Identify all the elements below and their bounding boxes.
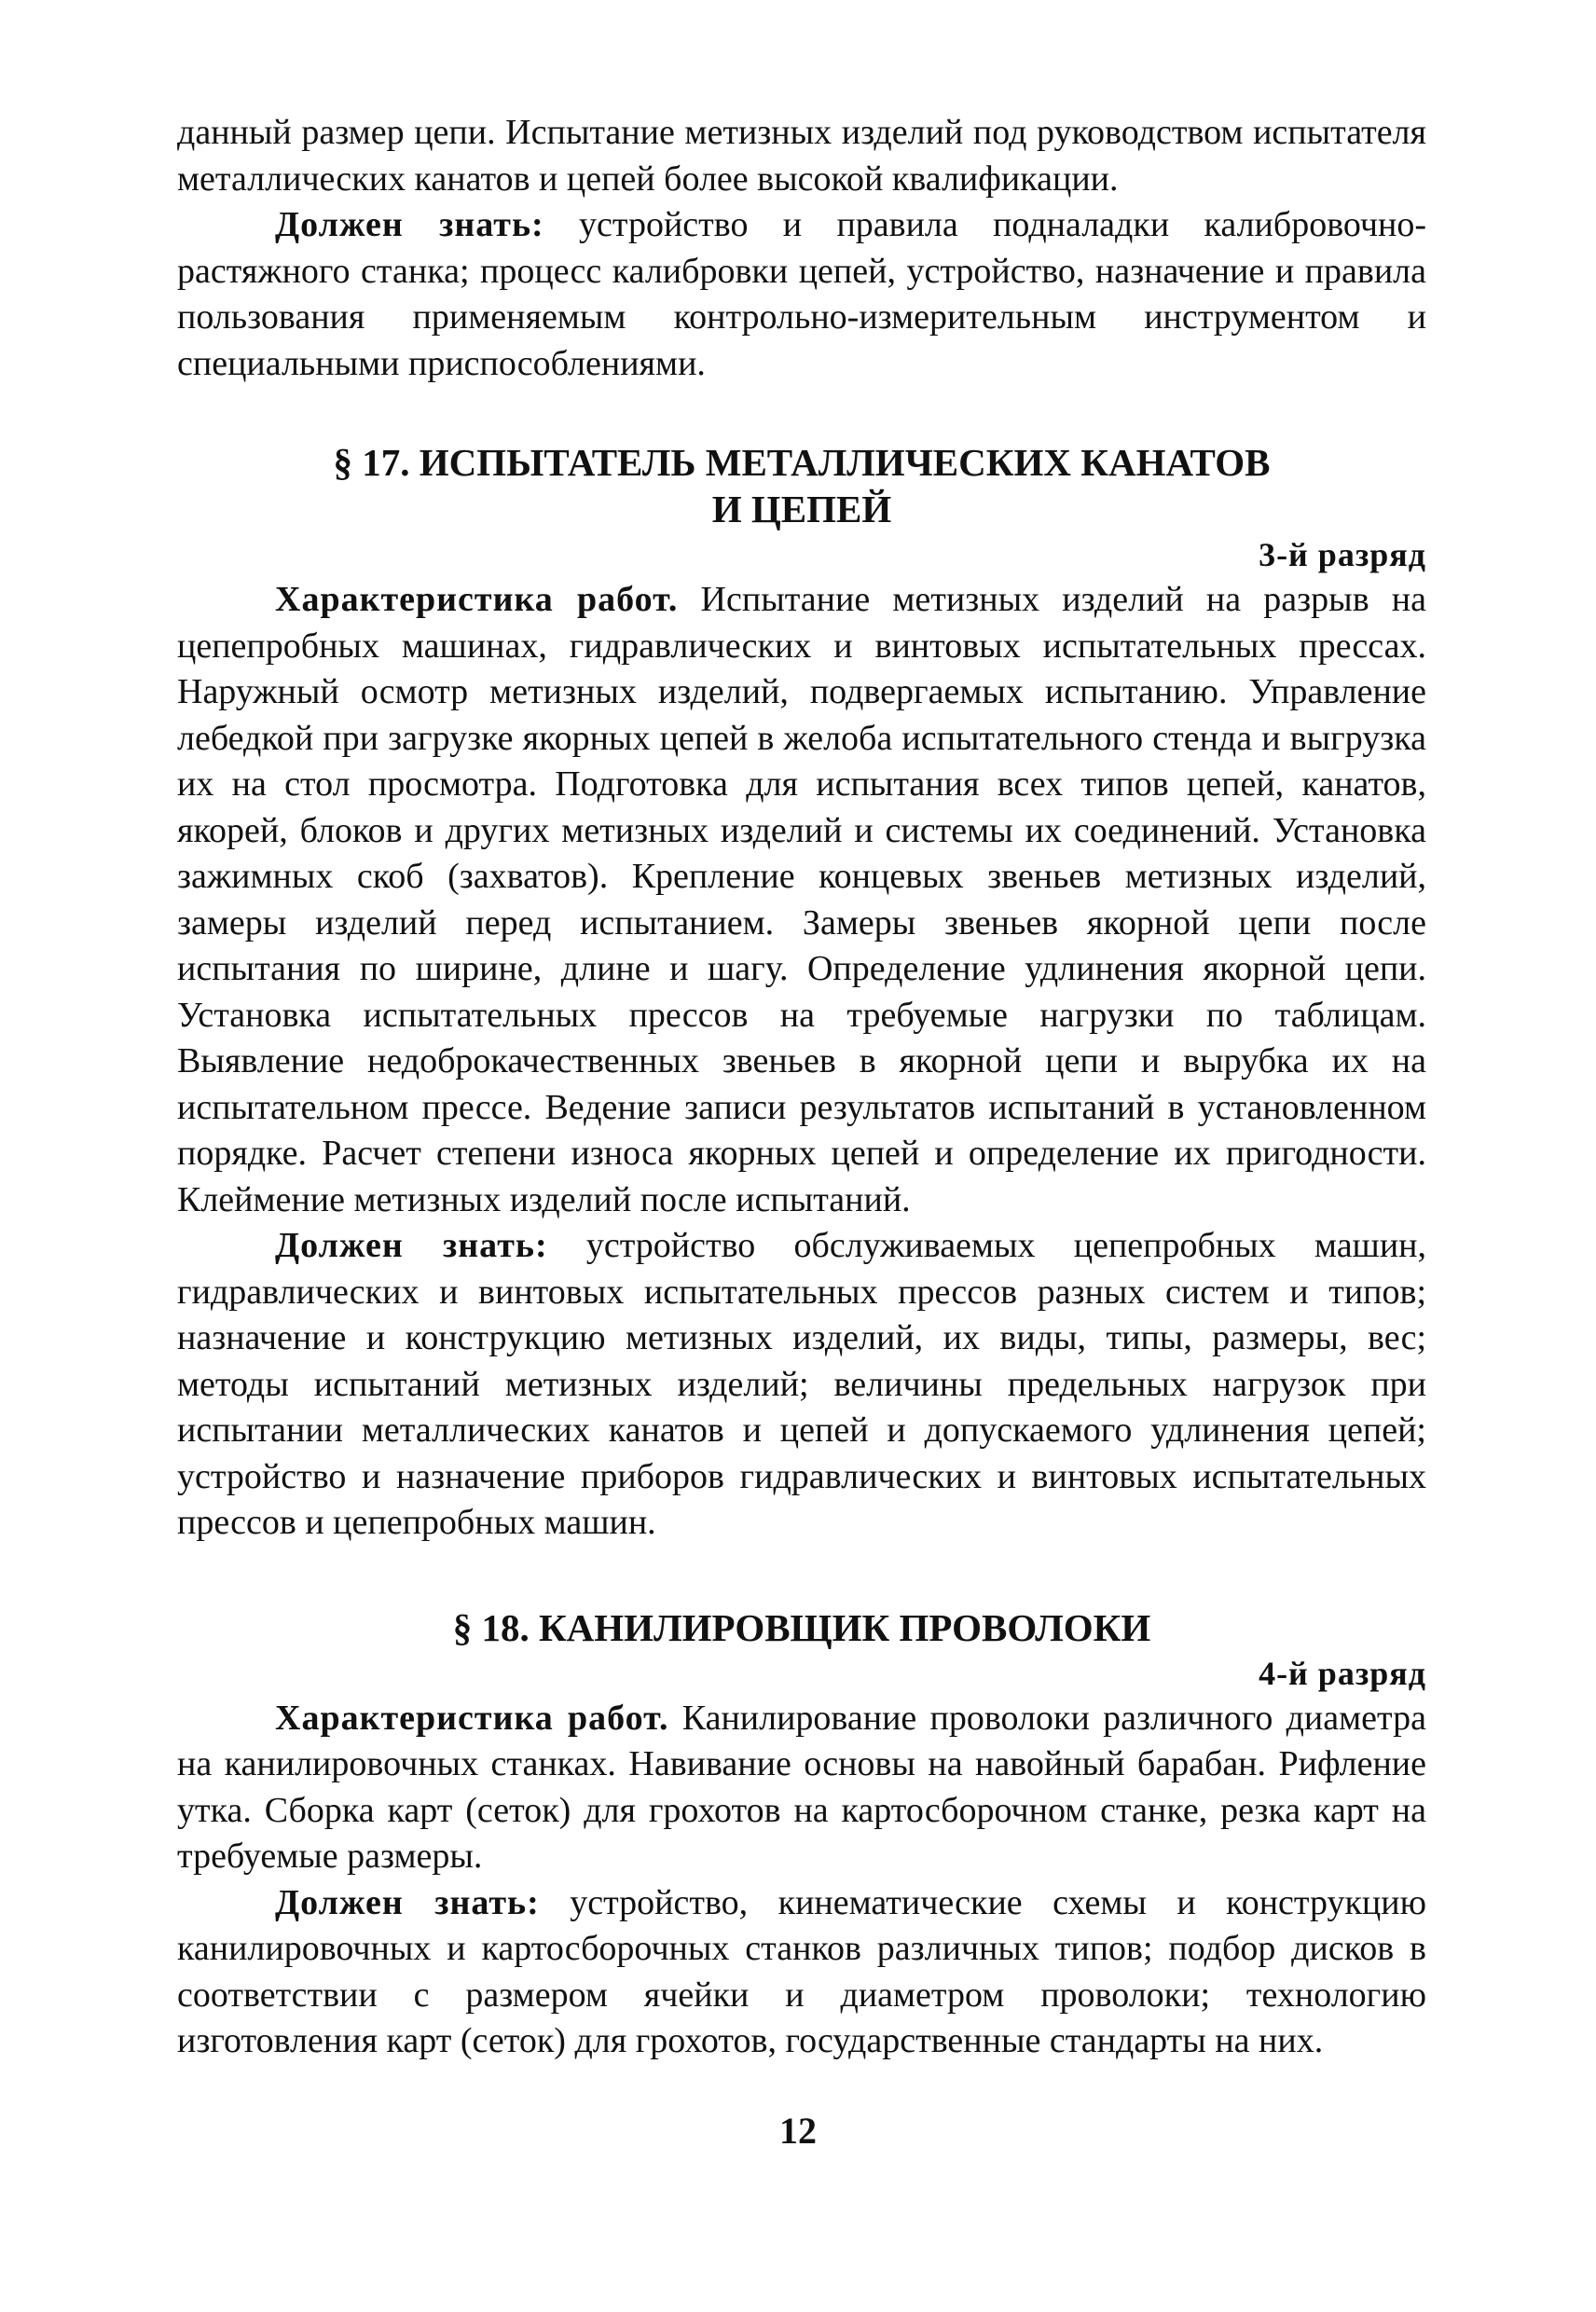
section-17-work-label: Характеристика работ. — [275, 580, 679, 619]
section-17-title-line2: И ЦЕПЕЙ — [711, 488, 892, 530]
section-17-grade: 3-й разряд — [1259, 536, 1426, 573]
section-18-work-paragraph — [177, 1696, 1426, 1880]
intro-must-know-text: устройство и правила подналадки калибровочно-растяжного станка; процесс калибровки цепей, устройство, назначение и правила пользования применяемым контрольно-измерительным инструментом и специальными приспособлениями. — [177, 205, 1426, 383]
section-17-must-know-label: Должен знать: — [275, 1226, 548, 1265]
section-18-grade: 4-й разряд — [1259, 1654, 1426, 1692]
page-number: 12 — [779, 2110, 817, 2152]
section-18-must-know-paragraph — [177, 1880, 1426, 2065]
section-18-must-know-text: устройство, кинематические схемы и конструкцию канилировочных и картосборочных станков различных типов; подбор дисков в соответствии с размером ячейки и диаметром проволоки; технологию изготовления карт (сеток) для грохотов, государственные стандарты на них. — [177, 1882, 1426, 2060]
section-18-work-label: Характеристика работ. — [275, 1698, 669, 1738]
intro-continuation-paragraph: данный размер цепи. Испытание метизных изделий под руководством испытателя металлических канатов и цепей более высокой квалификации. — [177, 113, 1426, 199]
section-17-must-know-paragraph — [177, 1223, 1426, 1547]
intro-must-know-paragraph — [177, 202, 1426, 387]
section-17-must-know-text: устройство обслуживаемых цепепробных машин, гидравлических и винтовых испытательных прессов разных систем и типов; назначение и конструкцию метизных изделий, их виды, типы, размеры, вес; методы испытаний метизных изделий; величины предельных нагрузок при испытании металлических канатов и цепей и допускаемого удлинения цепей; устройство и назначение приборов гидравлических и винтовых испытательных прессов и цепепробных машин. — [177, 1226, 1426, 1542]
section-17-title — [177, 439, 1426, 532]
section-17-work-paragraph — [177, 577, 1426, 1223]
section-18-work-text: Канилирование проволоки различного диаметра на канилировочных станках. Навивание основы на навойный барабан. Рифление утка. Сборка карт (сеток) для грохотов на картосборочном станке, резка карт на требуемые размеры. — [177, 1698, 1426, 1876]
section-17-title-line1: § 17. ИСПЫТАТЕЛЬ МЕТАЛЛИЧЕСКИХ КАНАТОВ — [333, 441, 1271, 484]
section-17-work-text: Испытание метизных изделий на разрыв на цепепробных машинах, гидравлических и винтовых испытательных прессах. Наружный осмотр метизных изделий, подвергаемых испытанию. Управление лебедкой при загрузке якорных цепей в желоба испытательного стенда и выгрузка их на стол просмотра. Подготовка для испытания всех типов цепей, канатов, якорей, блоков и других метизных изделий и системы их соединений. Установка зажимных скоб (захватов). Крепление концевых звеньев метизных изделий, замеры изделий перед испытанием. Замеры звеньев якорной цепи после испытания по ширине, длине и шагу. Определение удлинения якорной цепи. Установка испытательных прессов на требуемые нагрузки по таблицам. Выявление недоброкачественных звеньев в якорной цепи и вырубка их на испытательном прессе. Ведение записи результатов испытаний в установленном порядке. Расчет степени износа якорных цепей и определение их пригодности. Клеймение метизных изделий после испытаний. — [177, 580, 1427, 1219]
page-content — [177, 110, 1426, 2065]
intro-must-know-label: Должен знать: — [275, 205, 544, 244]
section-18-title: § 18. КАНИЛИРОВЩИК ПРОВОЛОКИ — [452, 1605, 1151, 1649]
section-18-must-know-label: Должен знать: — [275, 1882, 540, 1922]
